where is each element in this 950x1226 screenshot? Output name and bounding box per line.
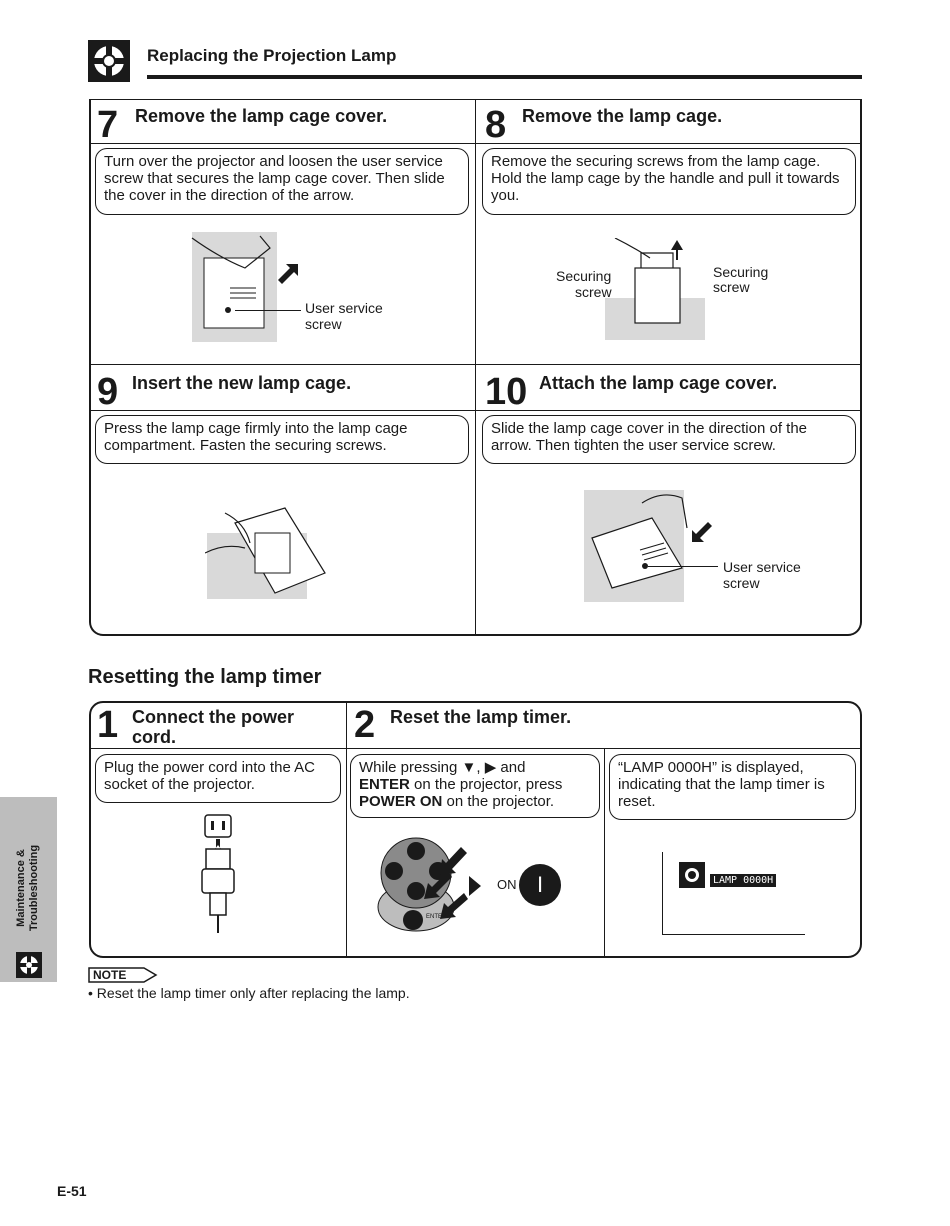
label-user-service: User service bbox=[723, 559, 801, 575]
leader-line bbox=[235, 310, 301, 311]
step-title: cord. bbox=[132, 727, 177, 747]
row-rule bbox=[89, 143, 862, 144]
page-number: E-51 bbox=[57, 1183, 87, 1199]
lamp-counter-display: LAMP 0000H bbox=[710, 874, 776, 887]
lamp-indicator-icon bbox=[679, 862, 705, 893]
label-user-service: User service bbox=[305, 300, 383, 316]
header-rule bbox=[147, 75, 862, 79]
label-screw: screw bbox=[305, 316, 342, 332]
step-text: Press the lamp cage firmly into the lamp cage compartment. Fasten the securing screws. bbox=[95, 415, 469, 464]
column-divider bbox=[604, 748, 605, 956]
step-title: Connect the power bbox=[132, 707, 295, 727]
power-plug-icon bbox=[198, 813, 238, 940]
lamp-cover-illustration bbox=[190, 228, 305, 351]
lifebuoy-icon bbox=[16, 952, 42, 978]
enter-key-label: ENTER bbox=[359, 776, 410, 793]
step-text-c: on the projector. bbox=[442, 793, 555, 810]
attach-cover-illustration bbox=[582, 488, 717, 609]
step-text: “LAMP 0000H” is displayed, indicating that the lamp timer is reset. bbox=[609, 754, 856, 820]
leader-line bbox=[648, 566, 718, 567]
step-text bbox=[350, 754, 600, 818]
row-rule bbox=[89, 410, 862, 411]
row-rule bbox=[90, 748, 861, 749]
column-divider bbox=[346, 703, 347, 956]
page-title: Replacing the Projection Lamp bbox=[147, 46, 397, 65]
label-screw-left: screw bbox=[575, 284, 612, 300]
row-rule bbox=[89, 364, 862, 365]
label-screw-right: screw bbox=[713, 279, 750, 295]
step-number: 10 bbox=[485, 371, 528, 413]
step-title: Remove the lamp cage cover. bbox=[135, 106, 388, 126]
steps-divider bbox=[475, 99, 476, 634]
step-text-b: on the projector, press bbox=[409, 776, 563, 793]
power-on-label: POWER ON bbox=[359, 793, 443, 810]
lamp-cage-illustration bbox=[605, 238, 710, 348]
step-text: Remove the securing screws from the lamp cage. Hold the lamp cage by the handle and pull it towards you. bbox=[482, 148, 856, 215]
label-securing-left: Securing bbox=[556, 268, 612, 284]
step-number: 7 bbox=[97, 104, 119, 146]
enter-key-text: ENTER bbox=[426, 914, 447, 920]
step-title: Remove the lamp cage. bbox=[522, 106, 723, 126]
note-label: NOTE bbox=[93, 968, 127, 982]
step-title: Attach the lamp cage cover. bbox=[539, 373, 778, 393]
power-button-icon: I bbox=[519, 864, 561, 906]
step-number: 8 bbox=[485, 104, 507, 146]
sidebar-label bbox=[15, 845, 41, 931]
lifebuoy-icon bbox=[88, 40, 130, 82]
insert-cage-illustration bbox=[205, 503, 327, 604]
arrow-icon bbox=[469, 876, 481, 901]
step-text: Slide the lamp cage cover in the direction of the arrow. Then tighten the user service screw. bbox=[482, 415, 856, 464]
step-title: Reset the lamp timer. bbox=[390, 707, 572, 727]
sidebar-line1: Maintenance & bbox=[15, 849, 27, 927]
step-number: 9 bbox=[97, 371, 119, 413]
step-text: Turn over the projector and loosen the user service screw that secures the lamp cage cover. Then slide the cover in the direction of the arrow. bbox=[95, 148, 469, 215]
note-text: • Reset the lamp timer only after replacing the lamp. bbox=[88, 985, 410, 1001]
label-securing-right: Securing bbox=[713, 264, 769, 280]
step-text-a: While pressing ▼, ▶ and bbox=[359, 759, 526, 776]
step-text: Plug the power cord into the AC socket of the projector. bbox=[95, 754, 341, 803]
section-title: Resetting the lamp timer bbox=[88, 666, 322, 688]
step-title: Insert the new lamp cage. bbox=[132, 373, 352, 393]
on-label: ON bbox=[497, 877, 517, 892]
step-number: 1 bbox=[97, 704, 119, 746]
step-number: 2 bbox=[354, 704, 376, 746]
label-screw: screw bbox=[723, 575, 760, 591]
sidebar-line2: Troubleshooting bbox=[28, 844, 40, 932]
